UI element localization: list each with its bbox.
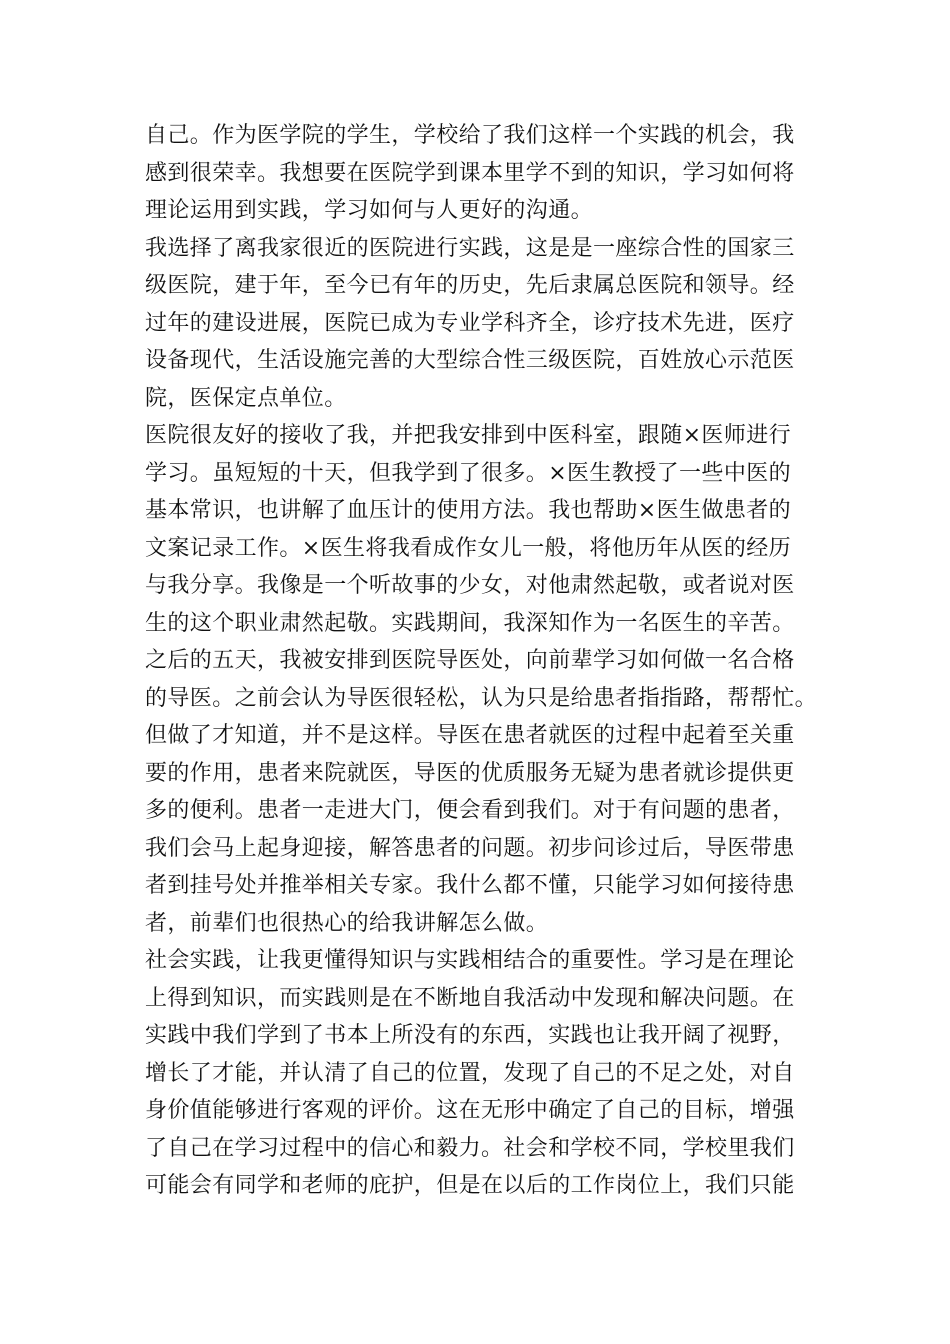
- text-line: 之后的五天，我被安排到医院导医处，向前辈学习如何做一名合格: [145, 648, 795, 673]
- text-line: 级医院，建于年，至今已有年的历史，先后隶属总医院和领导。经: [145, 273, 795, 298]
- text-line: 但做了才知道，并不是这样。导医在患者就医的过程中起着至关重: [145, 723, 795, 748]
- text-line: 要的作用，患者来院就医，导医的优质服务无疑为患者就诊提供更: [145, 760, 795, 786]
- text-line: 与我分享。我像是一个听故事的少女，对他肃然起敬，或者说对医: [145, 573, 795, 598]
- text-line: 社会实践，让我更懂得知识与实践相结合的重要性。学习是在理论: [145, 948, 795, 973]
- text-line: 院，医保定点单位。: [145, 385, 347, 411]
- text-line: 理论运用到实践，学习如何与人更好的沟通。: [145, 198, 594, 223]
- text-line: 身价值能够进行客观的评价。这在无形中确定了自己的目标，增强: [145, 1098, 795, 1123]
- text-line: 多的便利。患者一走进大门，便会看到我们。对于有问题的患者，: [145, 798, 795, 823]
- text-line: 上得到知识，而实践则是在不断地自我活动中发现和解决问题。在: [145, 985, 795, 1011]
- text-line: 可能会有同学和老师的庇护，但是在以后的工作岗位上，我们只能: [145, 1173, 795, 1198]
- text-line: 我选择了离我家很近的医院进行实践，这是是一座综合性的国家三: [145, 235, 795, 261]
- text-line: 过年的建设进展，医院已成为专业学科齐全，诊疗技术先进，医疗: [145, 310, 795, 336]
- text-line: 学习。虽短短的十天，但我学到了很多。×医生教授了一些中医的: [145, 460, 792, 486]
- text-line: 者到挂号处并推举相关专家。我什么都不懂，只能学习如何接待患: [145, 873, 795, 898]
- text-line: 的导医。之前会认为导医很轻松，认为只是给患者指指路，帮帮忙。: [145, 685, 818, 711]
- text-line: 者，前辈们也很热心的给我讲解怎么做。: [145, 910, 549, 936]
- text-line: 自己。作为医学院的学生，学校给了我们这样一个实践的机会，我: [145, 123, 795, 148]
- text-line: 医院很友好的接收了我，并把我安排到中医科室，跟随×医师进行: [145, 423, 792, 448]
- text-line: 感到很荣幸。我想要在医院学到课本里学不到的知识，学习如何将: [145, 160, 795, 186]
- text-line: 了自己在学习过程中的信心和毅力。社会和学校不同，学校里我们: [145, 1135, 795, 1161]
- text-line: 实践中我们学到了书本上所没有的东西，实践也让我开阔了视野，: [145, 1023, 795, 1048]
- text-line: 设备现代，生活设施完善的大型综合性三级医院，百姓放心示范医: [145, 348, 795, 373]
- text-line: 生的这个职业肃然起敬。实践期间，我深知作为一名医生的辛苦。: [145, 610, 795, 636]
- text-line: 增长了才能，并认清了自己的位置，发现了自己的不足之处，对自: [145, 1060, 795, 1086]
- text-line: 我们会马上起身迎接，解答患者的问题。初步问诊过后，导医带患: [145, 835, 795, 861]
- text-line: 文案记录工作。×医生将我看成作女儿一般，将他历年从医的经历: [145, 535, 792, 561]
- document-body: [145, 117, 818, 1205]
- text-line: 基本常识，也讲解了血压计的使用方法。我也帮助×医生做患者的: [145, 498, 792, 523]
